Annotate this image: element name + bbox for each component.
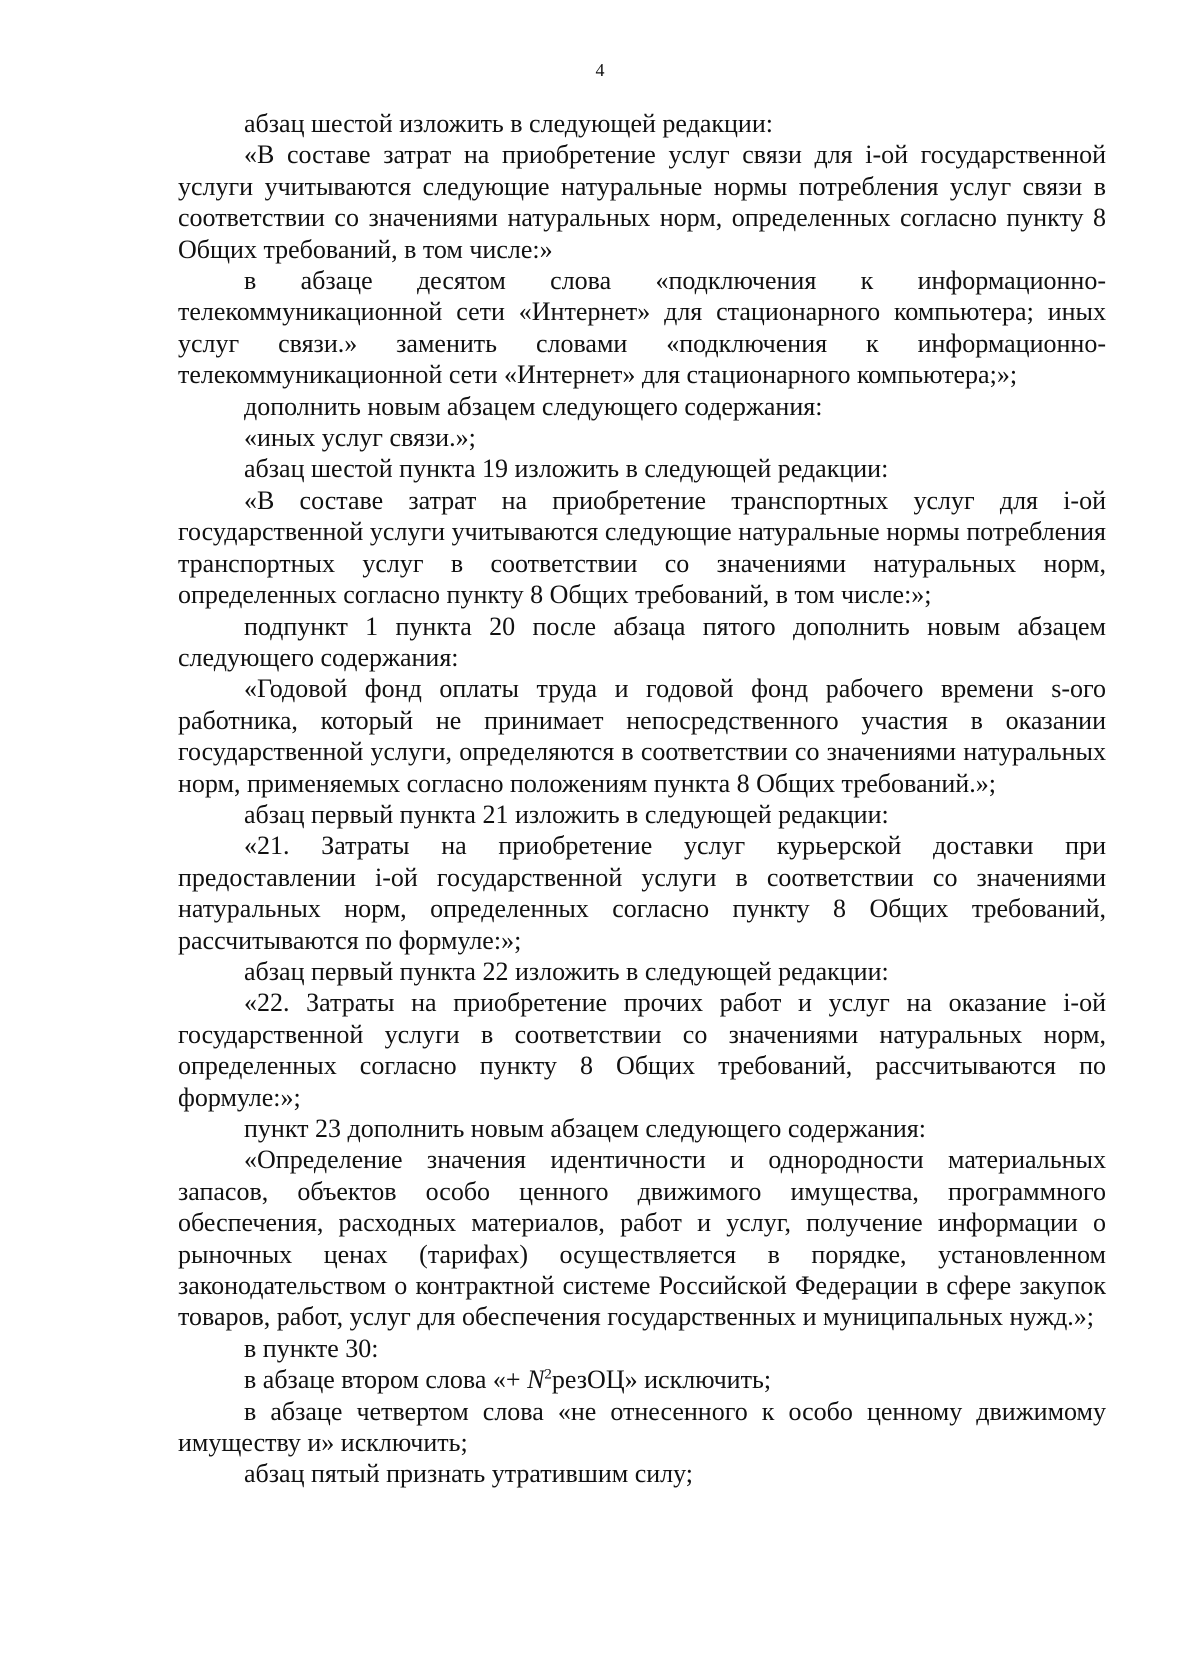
formula-superscript: 2 <box>544 1366 552 1383</box>
paragraph: «В составе затрат на приобретение услуг связи для i-ой государственной услуги учитываются следующие натуральные нормы потребления услуг связи в соответствии со значениями натуральных норм, определенных согласно пункту 8 Общих требований, в том числе:» <box>178 140 1106 264</box>
page-number: 4 <box>595 60 605 80</box>
paragraph: подпункт 1 пункта 20 после абзаца пятого дополнить новым абзацем следующего содержания: <box>178 611 1106 672</box>
paragraph: «В составе затрат на приобретение транспортных услуг для i-ой государственной услуги учитываются следующие натуральные нормы потребления транспортных услуг в соответствии со значениями натуральных норм, определенных согласно пункту 8 Общих требований, в том числе:»; <box>178 485 1106 610</box>
paragraph: «22. Затраты на приобретение прочих работ и услуг на оказание i-ой государственной услуги в соответствии со значениями натуральных норм, определенных согласно пункту 8 Общих требований, рассчитываются по формуле:»; <box>178 988 1106 1112</box>
document-body <box>178 108 1106 1490</box>
formula-paragraph <box>178 1364 1106 1395</box>
formula-symbol: N <box>527 1365 545 1395</box>
paragraph: в абзаце десятом слова «подключения к информационно-телекоммуникационной сети «Интернет» для стационарного компьютера; иных услуг связи.» заменить словами «подключения к информационно-телекоммуникационной сети «Интернет» для стационарного компьютера;»; <box>178 266 1106 390</box>
paragraph: в абзаце четвертом слова «не отнесенного к особо ценному движимому имуществу и» исключить; <box>178 1396 1106 1458</box>
paragraph: «21. Затраты на приобретение услуг курьерской доставки при предоставлении i-ой государственной услуги в соответствии со значениями натуральных норм, определенных согласно пункту 8 Общих требований, рассчитываются по формуле:»; <box>178 831 1106 955</box>
paragraph: абзац первый пункта 21 изложить в следующей редакции: <box>244 799 889 829</box>
paragraph: абзац пятый признать утратившим силу; <box>244 1459 694 1489</box>
paragraph: абзац шестой пункта 19 изложить в следующей редакции: <box>244 454 889 484</box>
paragraph: «иных услуг связи.»; <box>244 423 476 453</box>
paragraph: дополнить новым абзацем следующего содержания: <box>244 391 823 421</box>
formula-text-before: в абзаце втором слова «+ <box>244 1365 528 1395</box>
paragraph: «Определение значения идентичности и однородности материальных запасов, объектов особо ценного движимого имущества, программного обеспечения, расходных материалов, работ и услуг, получение информации о рыночных ценах (тарифах) осуществляется в порядке, установленном законодательством о контрактной системе Российской Федерации в сфере закупок товаров, работ, услуг для обеспечения государственных и муниципальных нужд.»; <box>178 1145 1106 1332</box>
formula-subscript-text: резОЦ <box>551 1365 625 1395</box>
paragraph: «Годовой фонд оплаты труда и годовой фонд рабочего времени s-ого работника, который не принимает непосредственного участия в оказании государственной услуги, определяются в соответствии со значениями натуральных норм, применяемых согласно положениям пункта 8 Общих требований.»; <box>178 674 1106 798</box>
paragraph: в пункте 30: <box>244 1333 379 1363</box>
paragraph: абзац первый пункта 22 изложить в следующей редакции: <box>244 956 889 986</box>
paragraph: абзац шестой изложить в следующей редакции: <box>244 109 773 138</box>
formula-text-after: » исключить; <box>624 1365 772 1395</box>
paragraph: пункт 23 дополнить новым абзацем следующего содержания: <box>244 1114 926 1143</box>
